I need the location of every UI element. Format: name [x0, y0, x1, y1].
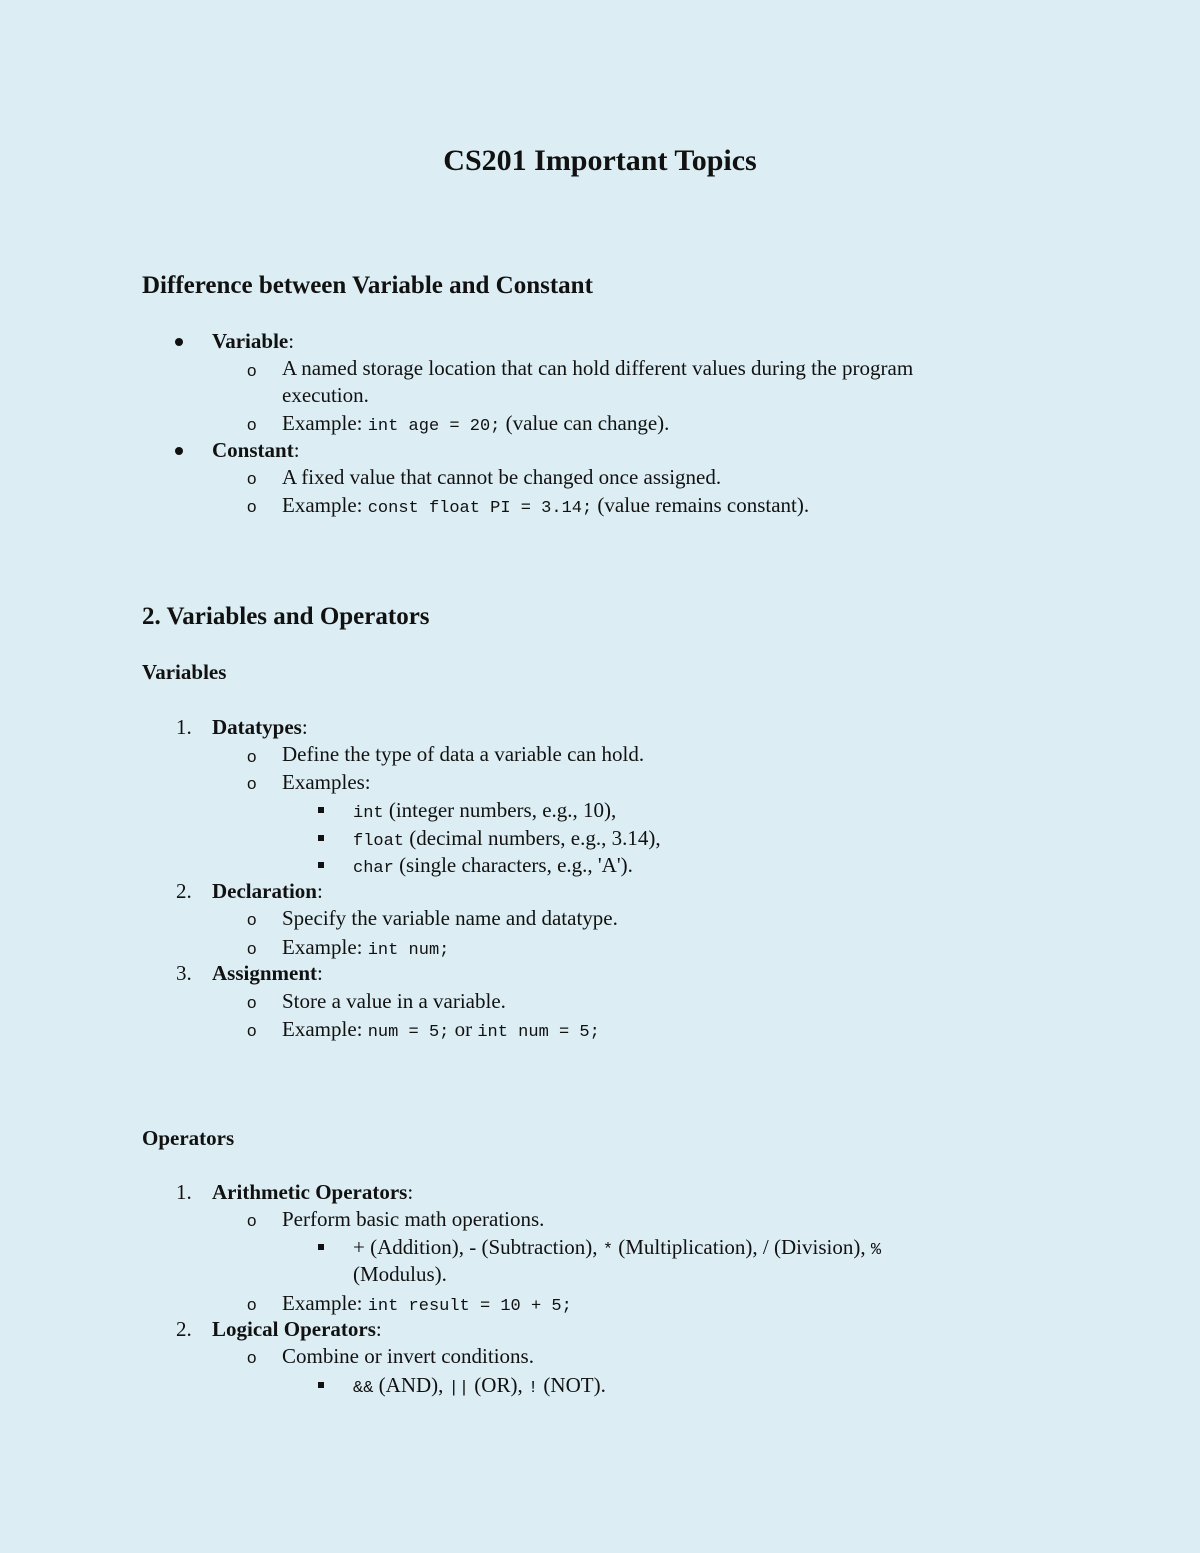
example-note: (value can change).: [500, 411, 670, 435]
bullet-circle: o: [247, 993, 257, 1012]
term-logical-operators: Logical Operators: [212, 1317, 376, 1341]
operator-or: ||: [448, 1379, 470, 1398]
colon: :: [288, 329, 295, 353]
bullet-square: [318, 835, 324, 841]
code-snippet: char: [353, 859, 394, 878]
datatype-example-float: [353, 828, 661, 850]
operator-note: (Multiplication),: [613, 1235, 763, 1259]
bullet-circle: o: [247, 1295, 257, 1314]
bullet-circle: o: [247, 415, 257, 434]
list-number: 1.: [176, 1180, 192, 1204]
operator-note: (Subtraction),: [476, 1235, 603, 1259]
bullet-square: [318, 1382, 324, 1388]
operator-note: (AND),: [373, 1373, 449, 1397]
list-item-assignment: [212, 963, 323, 984]
list-number: 2.: [176, 879, 192, 903]
variable-description-line1: A named storage location that can hold different values during the program: [282, 356, 914, 380]
arithmetic-description: Perform basic math operations.: [282, 1207, 545, 1231]
operator-multiply: *: [602, 1241, 614, 1260]
declaration-example: [282, 937, 449, 959]
declaration-description: Specify the variable name and datatype.: [282, 906, 618, 930]
term-assignment: Assignment: [212, 961, 318, 985]
assignment-example: [282, 1019, 600, 1041]
bullet-square: [318, 862, 324, 868]
example-note: (single characters, e.g., 'A').: [393, 853, 633, 877]
list-item-variable: [212, 331, 294, 352]
code-snippet: int num;: [367, 941, 450, 960]
code-snippet: int age = 20;: [367, 417, 501, 436]
section-heading-variables-operators: 2. Variables and Operators: [142, 603, 430, 630]
example-prefix: Example:: [282, 411, 368, 435]
list-number: 3.: [176, 961, 192, 985]
bullet-circle: o: [247, 497, 257, 516]
code-snippet: int result = 10 + 5;: [367, 1297, 572, 1316]
list-number: 1.: [176, 715, 192, 739]
arithmetic-operators-line1: [353, 1237, 881, 1259]
example-prefix: Example:: [282, 493, 368, 517]
code-snippet: int: [353, 804, 384, 823]
bullet-disc: [175, 447, 183, 455]
example-note: (integer numbers, e.g., 10),: [383, 798, 617, 822]
constant-description: A fixed value that cannot be changed once assigned.: [282, 465, 722, 489]
list-item-declaration: [212, 881, 323, 902]
code-snippet: float: [353, 832, 405, 851]
bullet-circle: o: [247, 910, 257, 929]
list-item-logical-operators: [212, 1319, 382, 1340]
list-item-arithmetic-operators: [212, 1182, 413, 1203]
datatype-example-char: [353, 855, 633, 877]
datatypes-examples-label: Examples:: [282, 770, 371, 794]
operator-note: (Division),: [768, 1235, 871, 1259]
datatypes-description: Define the type of data a variable can hold.: [282, 742, 645, 766]
logical-operators-list: [353, 1375, 606, 1397]
operator-divide: /: [762, 1235, 769, 1259]
operator-minus: -: [469, 1235, 477, 1259]
operator-not: !: [527, 1379, 539, 1398]
example-prefix: Example:: [282, 935, 368, 959]
or-text: or: [449, 1017, 478, 1041]
colon: :: [293, 438, 300, 462]
operator-note: (NOT).: [538, 1373, 606, 1397]
list-number: 2.: [176, 1317, 192, 1341]
example-prefix: Example:: [282, 1017, 368, 1041]
term-constant: Constant: [212, 438, 294, 462]
operator-note: (OR),: [469, 1373, 528, 1397]
bullet-circle: o: [247, 774, 257, 793]
code-snippet: const float PI = 3.14;: [367, 499, 593, 518]
list-item-datatypes: [212, 717, 308, 738]
bullet-circle: o: [247, 361, 257, 380]
subheading-operators: Operators: [142, 1126, 235, 1150]
bullet-circle: o: [247, 469, 257, 488]
assignment-description: Store a value in a variable.: [282, 989, 506, 1013]
code-snippet: num = 5;: [367, 1023, 450, 1042]
bullet-circle: o: [247, 1211, 257, 1230]
logical-description: Combine or invert conditions.: [282, 1344, 534, 1368]
bullet-square: [318, 1244, 324, 1250]
colon: :: [317, 961, 323, 985]
bullet-circle: o: [247, 1021, 257, 1040]
example-note: (value remains constant).: [592, 493, 810, 517]
colon: :: [407, 1180, 414, 1204]
operator-and: &&: [353, 1379, 374, 1398]
arithmetic-example: [282, 1293, 572, 1315]
subheading-variables: Variables: [142, 660, 227, 684]
section-heading-variable-vs-constant: Difference between Variable and Constant: [142, 272, 593, 299]
arithmetic-operators-line2: (Modulus).: [353, 1262, 447, 1286]
code-snippet: int num = 5;: [477, 1023, 600, 1042]
constant-example: [282, 495, 809, 517]
operator-note: (Addition),: [364, 1235, 470, 1259]
term-variable: Variable: [212, 329, 289, 353]
example-prefix: Example:: [282, 1291, 368, 1315]
bullet-circle: o: [247, 747, 257, 766]
term-datatypes: Datatypes: [212, 715, 302, 739]
variable-example: [282, 413, 669, 435]
bullet-square: [318, 807, 324, 813]
bullet-circle: o: [247, 939, 257, 958]
term-declaration: Declaration: [212, 879, 317, 903]
operator-modulus: %: [870, 1241, 882, 1260]
colon: :: [375, 1317, 382, 1341]
example-note: (decimal numbers, e.g., 3.14),: [404, 826, 661, 850]
document-title: CS201 Important Topics: [443, 144, 757, 177]
datatype-example-int: [353, 800, 616, 822]
term-arithmetic-operators: Arithmetic Operators: [212, 1180, 408, 1204]
list-item-constant: [212, 440, 300, 461]
bullet-circle: o: [247, 1348, 257, 1367]
colon: :: [301, 715, 308, 739]
colon: :: [316, 879, 323, 903]
operator-plus: +: [353, 1235, 365, 1259]
bullet-disc: [175, 338, 183, 346]
variable-description-line2: execution.: [282, 383, 369, 407]
